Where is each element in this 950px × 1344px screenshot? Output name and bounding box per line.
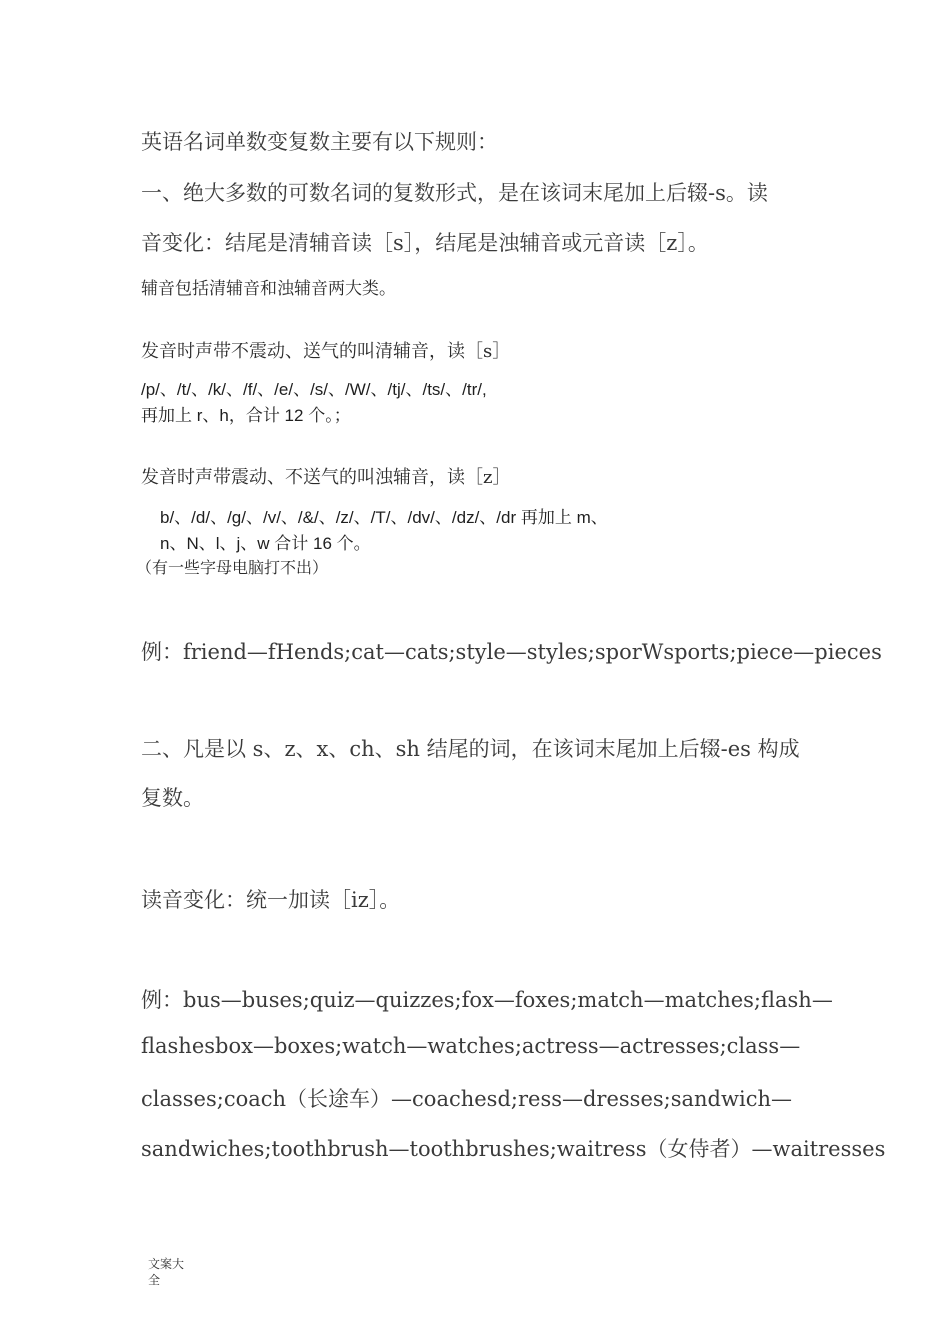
- voiceless-heading: 发音时声带不震动、送气的叫清辅音，读［s］: [141, 341, 511, 362]
- voiceless-list: /p/、/t/、/k/、/f/、/e/、/s/、/W/、/tj/、/ts/、/tr/,: [141, 380, 487, 399]
- example1-text: 例：friend—fHends;cat—cats;style—styles;sporWsports;piece—pieces: [141, 640, 882, 664]
- rule2-line1: 二、凡是以 s、z、x、ch、sh 结尾的词，在该词末尾加上后辍-es 构成: [141, 737, 800, 761]
- rule2-line2: 复数。: [141, 786, 204, 810]
- intro-text: 英语名词单数变复数主要有以下规则：: [141, 130, 498, 154]
- example2-line1: 例：bus—buses;quiz—quizzes;fox—foxes;match—matches;flash—: [141, 988, 833, 1012]
- footer-text: 文案大全: [148, 1257, 185, 1287]
- rule1-line1: 一、绝大多数的可数名词的复数形式，是在该词末尾加上后辍-s。读: [141, 181, 768, 205]
- example2-line2: flashesbox—boxes;watch—watches;actress—actresses;class—: [141, 1034, 801, 1058]
- pronunciation2-text: 读音变化：统一加读［iz］。: [141, 888, 401, 912]
- consonant-note: 辅音包括清辅音和浊辅音两大类。: [141, 279, 396, 299]
- voiced-note: （有一些字母电脑打不出）: [136, 558, 329, 577]
- example2-line4: sandwiches;toothbrush—toothbrushes;waitress（女侍者）—waitresses: [141, 1137, 886, 1161]
- voiced-heading: 发音时声带震动、不送气的叫浊辅音，读［z］: [141, 467, 511, 488]
- voiced-list: b/、/d/、/g/、/v/、/&/、/z/、/T/、/dv/、/dz/、/dr 再加上 m、: [160, 508, 608, 527]
- rule1-line2: 音变化：结尾是清辅音读［s］，结尾是浊辅音或元音读［z］。: [141, 231, 709, 255]
- voiceless-total: 再加上 r、h，合计 12 个。；: [141, 406, 351, 425]
- example2-line3: classes;coach（长途车）—coachesd;ress—dresses;sandwich—: [141, 1087, 792, 1111]
- voiced-total: n、N、l、j、w 合计 16 个。: [160, 534, 371, 553]
